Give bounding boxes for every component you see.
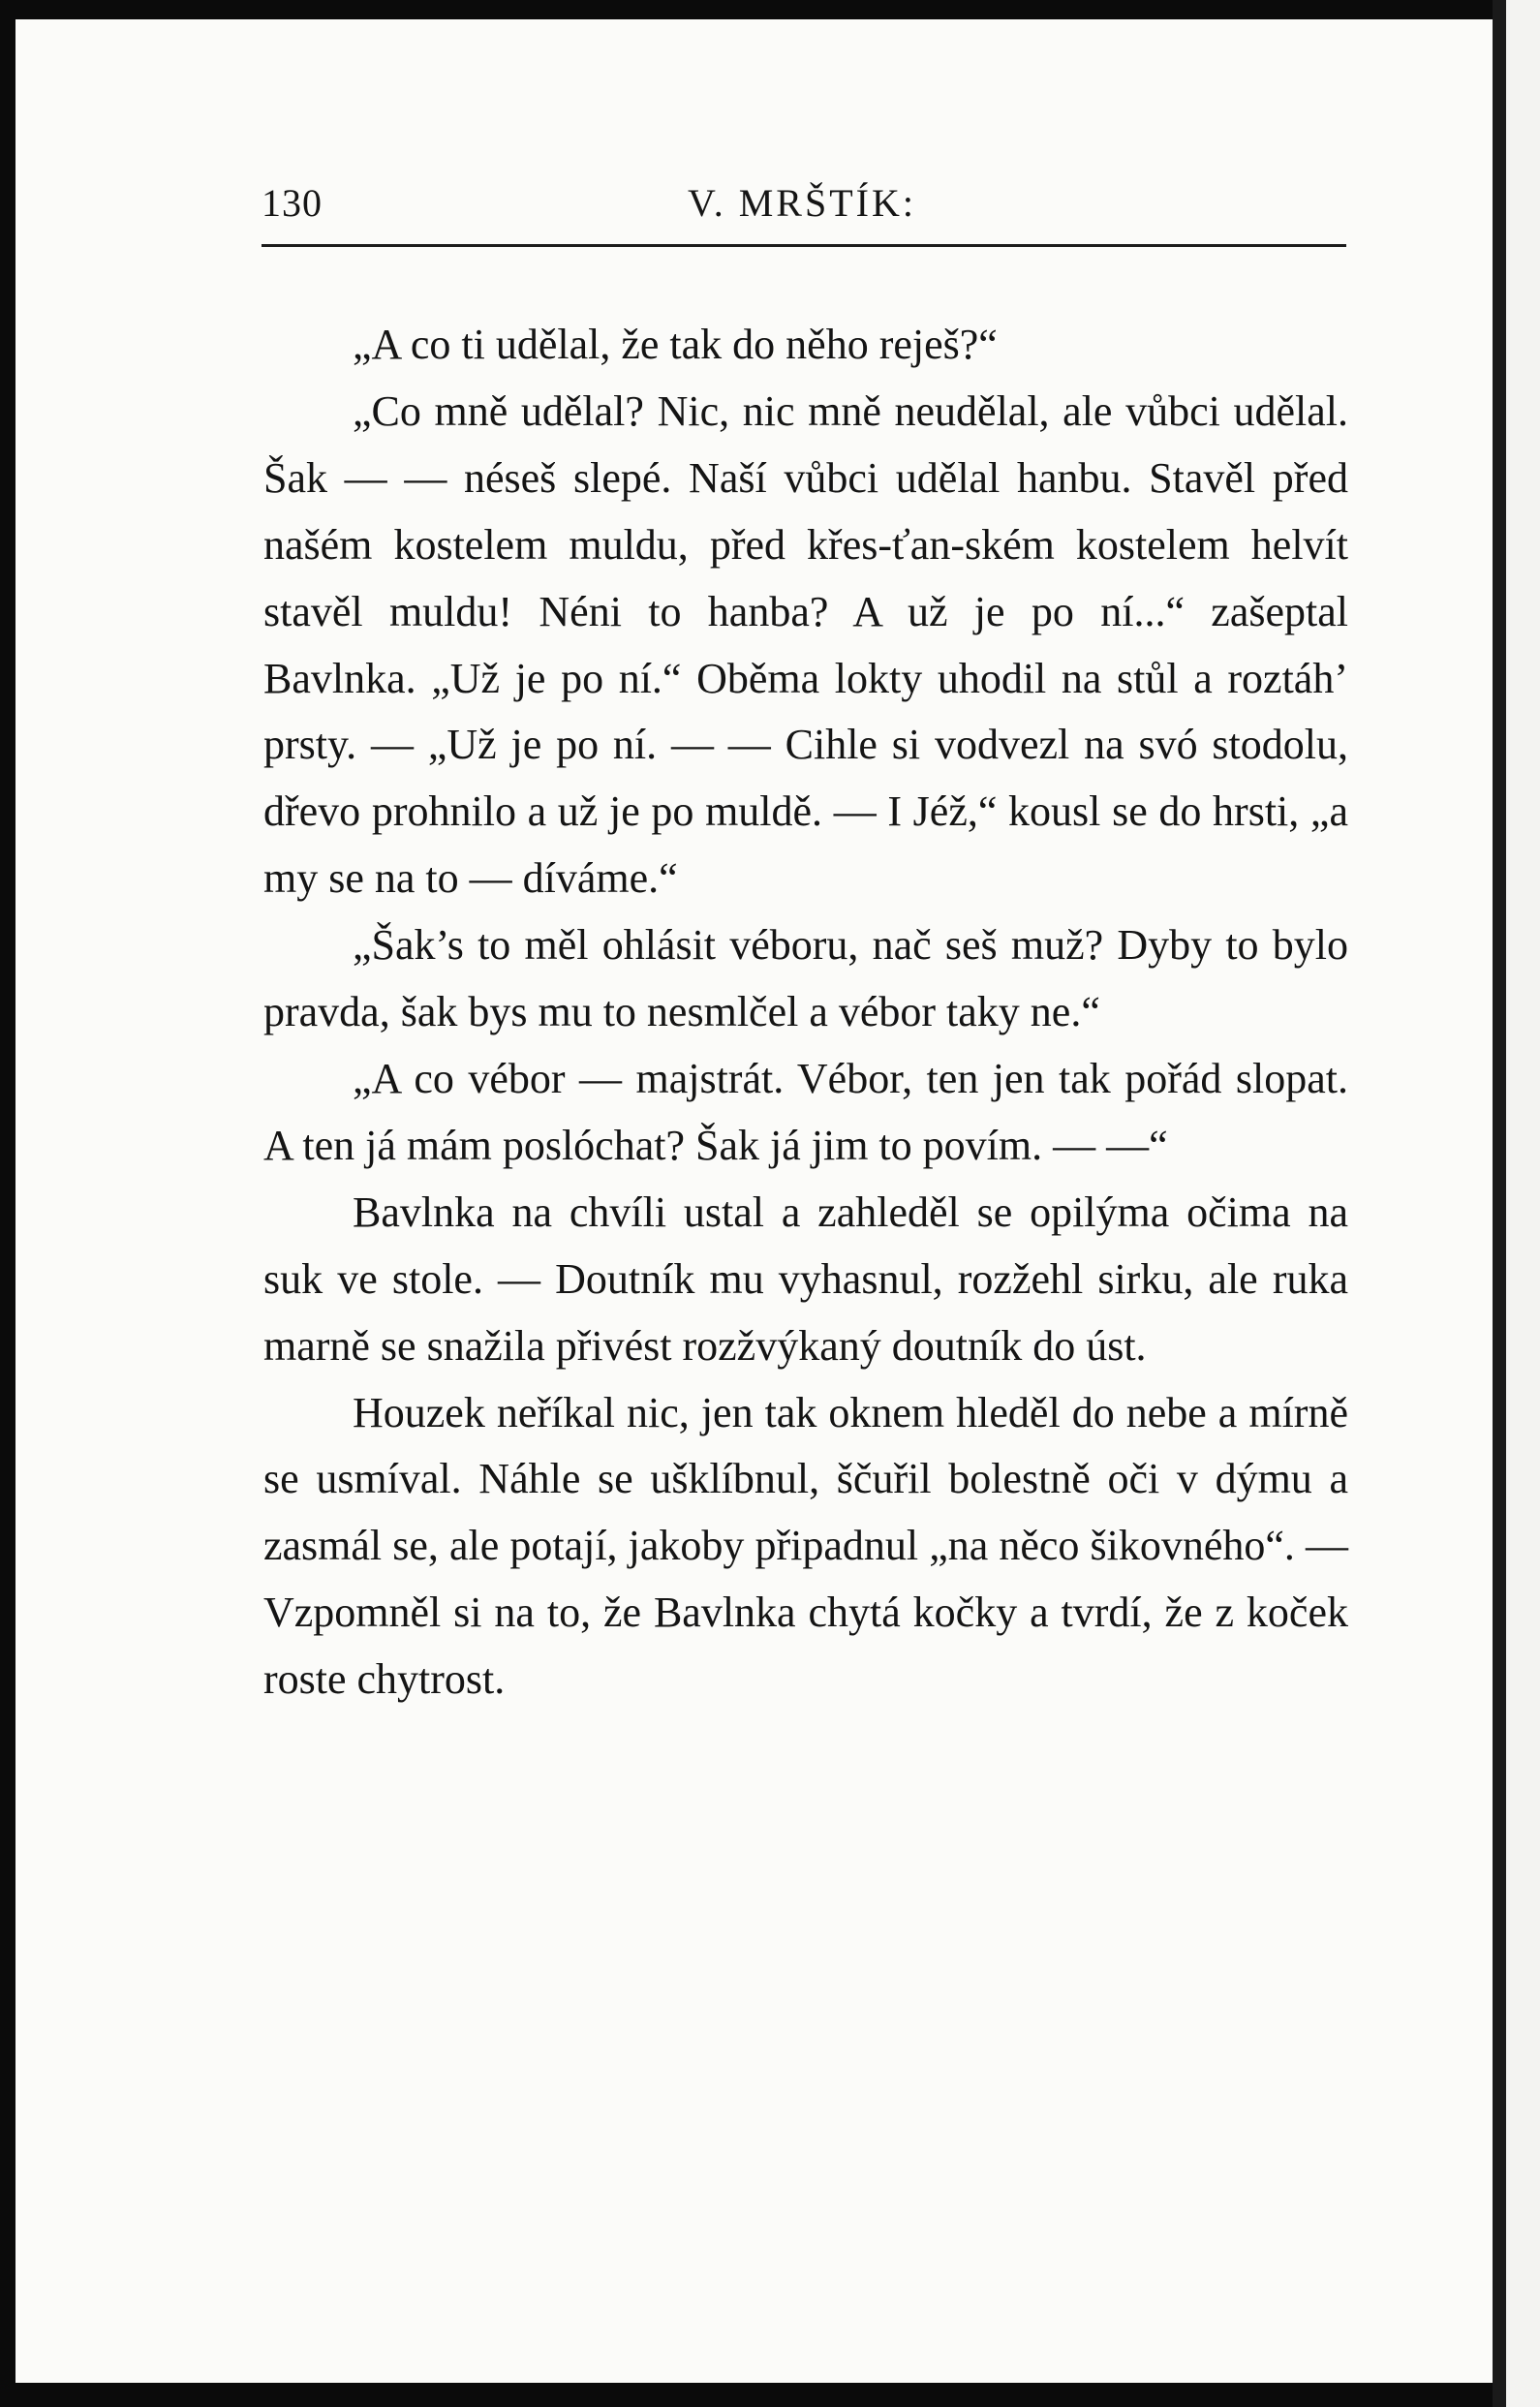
page-edge-shadow	[1493, 0, 1506, 2407]
page-header	[262, 180, 1346, 234]
paragraph: „A co ti udělal, že tak do něho reješ?“	[353, 321, 998, 368]
body-text	[263, 312, 1348, 1713]
paragraph: „Šak’s to měl ohlásit véboru, nač seš muž? Dyby to bylo pravda, šak bys mu to nesmlčel a vébor taky ne.“	[263, 921, 1348, 1036]
paragraph: „A co vébor — majstrát. Vébor, ten jen tak pořád slopat. A ten já mám poslóchat? Šak já jim to povím. — —“	[263, 1054, 1348, 1169]
paragraph: Houzek neříkal nic, jen tak oknem hleděl do nebe a mírně se usmíval. Náhle se ušklíbnul, ščuřil bolestně oči v dýmu a zasmál se, ale potají, jakoby připadnul „na něco šikovného“. — Vzpomněl si na to, že Bavlnka chytá kočky a tvrdí, že z koček roste chytrost.	[263, 1388, 1348, 1704]
running-head: V. MRŠTÍK:	[688, 181, 916, 225]
header-rule	[262, 244, 1346, 247]
paragraph: „Co mně udělal? Nic, nic mně neudělal, ale vůbci udělal. Šak — — néseš slepé. Naší vůbci udělal hanbu. Stavěl před našém kostelem muldu, před křes-ťan-ském kostelem helvít stavěl muldu! Néni to hanba? A už je po ní...“ zašeptal Bavlnka. „Už je po ní.“ Oběma lokty uhodil na stůl a roztáh’ prsty. — „Už je po ní. — — Cihle si vodvezl na svó stodolu, dřevo prohnilo a už je po muldě. — I Jéž,“ kousl se do hrsti, „a my se na to — díváme.“	[263, 386, 1348, 903]
page-number: 130	[262, 181, 323, 225]
paragraph: Bavlnka na chvíli ustal a zahleděl se opilýma očima na suk ve stole. — Doutník mu vyhasnul, rozžehl sirku, ale ruka marně se snažila přivést rozžvýkaný doutník do úst.	[263, 1188, 1348, 1370]
next-page-edge	[1506, 0, 1540, 2407]
